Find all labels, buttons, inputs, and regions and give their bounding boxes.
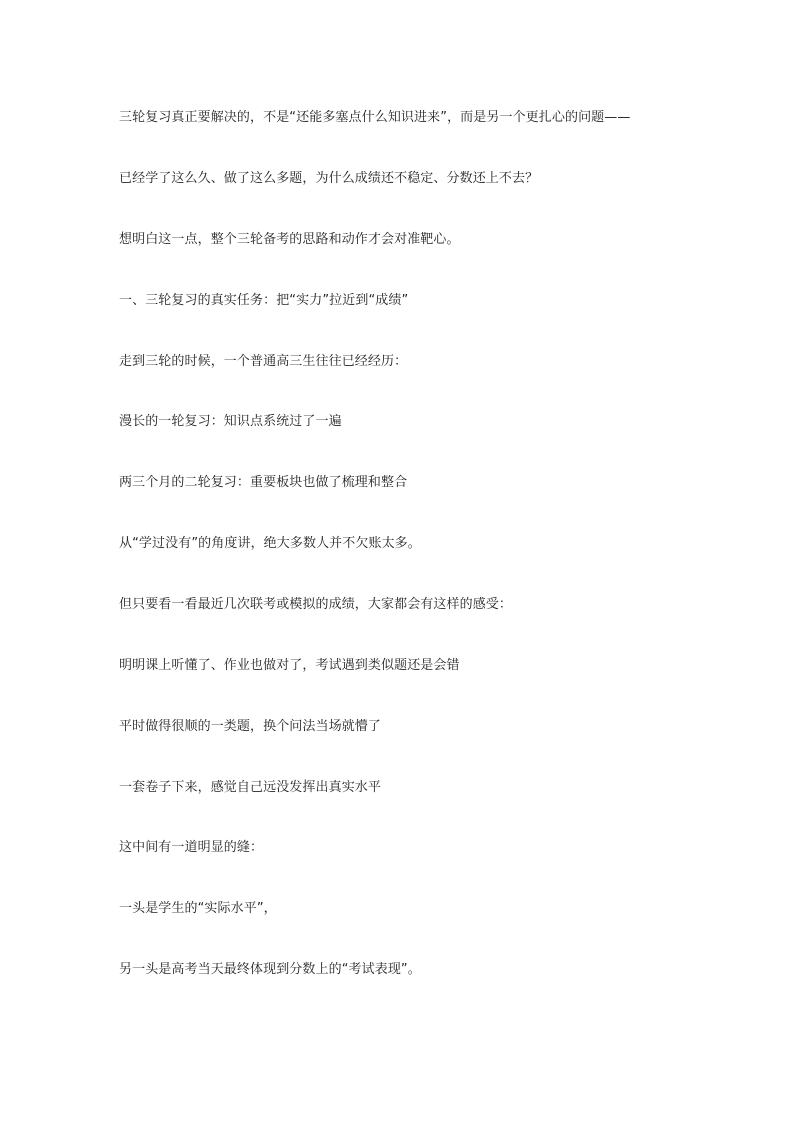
paragraph: 三轮复习真正要解决的，不是“还能多塞点什么知识进来”，而是另一个更扎心的问题—— xyxy=(119,110,631,125)
paragraph: 明明课上听懂了、作业也做对了，考试遇到类似题还是会错 xyxy=(119,658,460,673)
paragraph: 已经学了这么久、做了这么多题，为什么成绩还不稳定、分数还上不去？ xyxy=(119,171,539,186)
paragraph: 平时做得很顺的一类题，换个问法当场就懵了 xyxy=(119,719,382,734)
paragraph: 一套卷子下来，感觉自己远没发挥出真实水平 xyxy=(119,780,382,795)
paragraph: 想明白这一点，整个三轮备考的思路和动作才会对准靶心。 xyxy=(119,232,460,247)
paragraph: 走到三轮的时候，一个普通高三生往往已经经历： xyxy=(119,354,408,369)
paragraph: 另一头是高考当天最终体现到分数上的“考试表现”。 xyxy=(119,962,421,977)
paragraph: 这中间有一道明显的缝： xyxy=(119,840,264,855)
paragraph: 但只要看一看最近几次联考或模拟的成绩，大家都会有这样的感受： xyxy=(119,597,513,612)
paragraph: 两三个月的二轮复习：重要板块也做了梳理和整合 xyxy=(119,475,408,490)
paragraph: 漫长的一轮复习：知识点系统过了一遍 xyxy=(119,414,342,429)
paragraph: 从“学过没有”的角度讲，绝大多数人并不欠账太多。 xyxy=(119,536,421,551)
section-heading: 一、三轮复习的真实任务：把“实力”拉近到“成绩” xyxy=(119,293,409,308)
paragraph: 一头是学生的“实际水平”， xyxy=(119,901,277,916)
